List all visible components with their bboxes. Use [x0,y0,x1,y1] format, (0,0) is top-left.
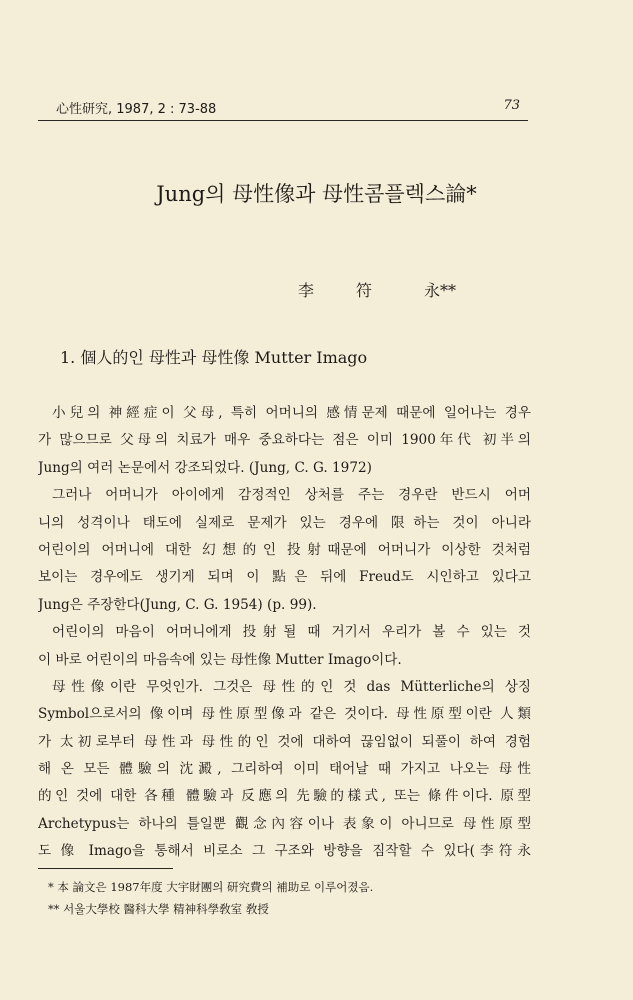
footnotes [48,876,373,920]
header-rule [38,120,528,121]
body-line: 小兒의 神經症이 父母, 특히 어머니의 感情문제 때문에 일어나는 경우 [52,405,531,421]
footnote-2: ** 서울大學校 醫科大學 精神科學敎室 敎授 [48,902,269,916]
body-line: 어린이의 마음이 어머니에게 投射될 때 거기서 우리가 볼 수 있는 것 [52,624,531,641]
body-line: 도 像 Imago을 통해서 비로소 그 구조와 방향을 짐작할 수 있다(李符永 [38,843,531,860]
body-line: 이 바로 어린이의 마음속에 있는 母性像 Mutter Imago이다. [38,651,402,668]
body-line: 母性像이란 무엇인가. 그것은 母性的인 것 das Mütterliche의 상징 [52,678,531,695]
footnote-1: * 本 論文은 1987年度 大宇財團의 研究費의 補助로 이루어졌음. [48,880,374,894]
body-line: 그러나 어머니가 아이에게 감정적인 상처를 주는 경우란 반드시 어머 [52,487,531,504]
article-title: Jung의 母性像과 母性콤플렉스論* [156,182,477,206]
body-line: 가 많으므로 父母의 치료가 매우 중요하다는 점은 이미 1900年代 初半의 [38,432,531,449]
body-line: 的인 것에 대한 各種 體驗과 反應의 先驗的樣式, 또는 條件이다. 原型 [38,788,531,805]
body-line: 해 온 모든 體驗의 沈澱, 그리하여 이미 태어날 때 가지고 나오는 母性 [38,761,531,778]
running-header [38,98,528,118]
author-char-2: 符 [356,281,373,300]
footnote-rule [38,868,173,869]
author-name [298,278,456,301]
body-line: 니의 성격이나 태도에 실제로 문제가 있는 경우에 限하는 것이 아니라 [38,514,531,531]
body-line: 가 太初로부터 母性과 母性的인 것에 대하여 끊임없이 되풀이 하여 경험 [38,733,531,750]
section-heading: 1. 個人的인 母性과 母性像 Mutter Imago [60,348,368,367]
body-line: Archetypus는 하나의 틀일뿐 觀念內容이나 表象이 아니므로 母性原型 [38,815,531,832]
author-char-1: 李 [298,281,315,300]
author-char-3: 永** [424,281,457,300]
body-line: Jung의 여러 논문에서 강조되었다. (Jung, C. G. 1972) [38,459,372,476]
body-line: 보이는 경우에도 생기게 되며 이 點은 뒤에 Freud도 시인하고 있다고 [38,569,531,586]
page-number: 73 [503,98,520,113]
body-text [38,400,531,866]
journal-citation: 心性研究, 1987, 2 : 73-88 [56,102,217,117]
body-line: Symbol으로서의 像이며 母性原型像과 같은 것이다. 母性原型이란 人類 [38,706,531,723]
body-line: 어린이의 어머니에 대한 幻想的인 投射때문에 어머니가 이상한 것처럼 [38,541,531,558]
body-line: Jung은 주장한다(Jung, C. G. 1954) (p. 99). [38,596,317,613]
